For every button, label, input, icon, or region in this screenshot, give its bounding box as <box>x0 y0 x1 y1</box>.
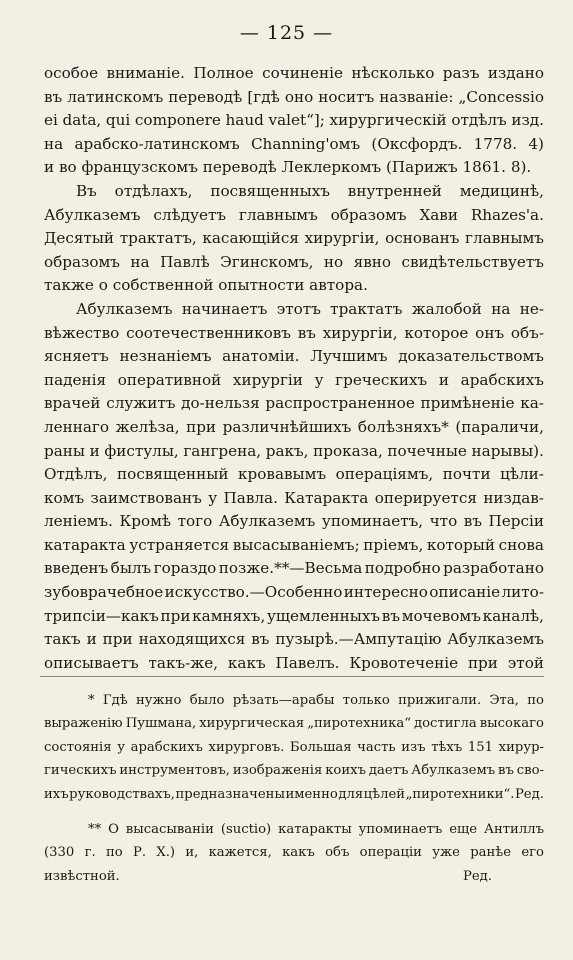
word: леннаго <box>44 417 110 436</box>
word: у <box>117 739 125 755</box>
word: Хави <box>419 205 458 224</box>
word: даетъ <box>368 763 409 779</box>
word: начинаетъ <box>181 299 268 318</box>
text-line <box>44 298 544 322</box>
word: еще <box>449 821 478 837</box>
word: до-нельзя <box>181 394 260 413</box>
word: латинскомъ <box>67 87 164 106</box>
word: „пиротехники“. <box>405 786 515 802</box>
word: и <box>438 370 449 389</box>
word: хирургіи, <box>304 229 380 248</box>
word: вниманіе. <box>106 64 185 82</box>
word: того <box>177 512 213 531</box>
word: при <box>160 606 191 625</box>
footnote-2 <box>44 818 544 888</box>
word: гораздо <box>153 559 217 578</box>
word: въ <box>463 512 482 531</box>
word: хирургическая <box>199 716 305 732</box>
word: нужно <box>136 693 182 708</box>
footnote-line <box>44 689 544 712</box>
word: коихъ <box>325 763 366 779</box>
word: Кромѣ <box>119 512 172 531</box>
word: Пушмана, <box>125 716 197 732</box>
word: (330 <box>44 845 75 861</box>
word: Абулказемъ <box>447 630 544 649</box>
footnote-line <box>44 783 544 806</box>
word: „пиротехника“ <box>307 716 411 732</box>
word: служитъ <box>106 394 176 413</box>
text-line <box>44 510 544 534</box>
word: Персіи <box>488 512 544 531</box>
word: явно <box>353 252 392 271</box>
text-line <box>44 463 544 487</box>
word: componere <box>134 111 221 130</box>
word: въ <box>251 630 270 649</box>
word: трипсіи—какъ <box>44 606 159 625</box>
word: раны <box>44 441 85 460</box>
word: и <box>89 441 100 460</box>
word: хирурговъ. <box>208 739 285 755</box>
word: ранѣе <box>470 845 512 861</box>
word: 4) <box>528 134 544 153</box>
text-line <box>44 581 544 605</box>
word: инструментовъ, <box>119 763 230 779</box>
word: нѣсколько <box>351 64 435 82</box>
word: лито- <box>501 583 544 602</box>
word: оперативной <box>117 370 222 389</box>
word: пузырѣ.—Ампутацію <box>275 630 442 649</box>
word: въ <box>498 763 514 779</box>
word: часть <box>357 739 396 755</box>
word: цѣли- <box>500 465 544 484</box>
word: болѣзняхъ* <box>357 417 449 436</box>
word: въ <box>297 323 316 342</box>
word: анатоміи. <box>222 347 300 366</box>
word: у <box>314 370 324 389</box>
word: разъ <box>442 64 480 82</box>
text-line <box>44 180 544 204</box>
word: valet“]; <box>268 111 325 130</box>
word: главнымъ <box>465 229 544 248</box>
word: издано <box>487 64 544 82</box>
word: Rhazes'а. <box>470 205 544 224</box>
word: искусство.—Особенно <box>164 583 343 602</box>
word: Десятый <box>44 229 115 248</box>
word: высокаго <box>479 716 544 732</box>
word: по <box>105 845 123 861</box>
word: введенъ <box>44 559 109 578</box>
word: такъ-же, <box>148 653 219 672</box>
text-line <box>44 369 544 393</box>
text-line <box>44 440 544 464</box>
word: образомъ <box>330 205 407 224</box>
word: (suctio) <box>220 821 272 837</box>
word: Кровотеченіе <box>349 653 459 672</box>
word: Абулказемъ <box>44 205 141 224</box>
word: Эгинскомъ, <box>220 252 314 271</box>
word: haud <box>225 111 264 130</box>
word: Павлѣ <box>160 252 210 271</box>
word: состоянія <box>44 739 112 755</box>
word: особое <box>44 64 99 82</box>
word: заимствованъ <box>90 488 202 507</box>
word: Абулказемъ <box>411 763 496 779</box>
text-line <box>44 62 544 86</box>
word: врачей <box>44 394 101 413</box>
word: доказательствомъ <box>398 347 544 366</box>
text-line <box>44 605 544 629</box>
word: цѣлей <box>363 786 406 802</box>
word: высасываніемъ; <box>232 535 360 554</box>
word: у <box>208 488 218 507</box>
word: сочиненіе <box>262 64 343 82</box>
word: позже.**—Весьма <box>218 559 363 578</box>
word: хирургіи <box>232 370 303 389</box>
word: 1778. <box>473 134 518 153</box>
word: хирур- <box>498 739 544 755</box>
word: кажется, <box>208 845 272 861</box>
word: что <box>429 512 458 531</box>
word: катаракта <box>44 535 126 554</box>
word: арабскихъ <box>130 739 203 755</box>
word: упоминаетъ <box>358 821 443 837</box>
word: достигла <box>414 716 477 732</box>
word: этотъ <box>276 299 321 318</box>
word: именно <box>285 786 338 802</box>
word: низдав- <box>483 488 544 507</box>
word: образомъ <box>44 252 120 271</box>
word: оперируется <box>374 488 477 507</box>
word: сво- <box>516 763 544 779</box>
word: ракъ, <box>265 441 309 460</box>
word: хирургическій <box>329 111 447 130</box>
word: фистулы, <box>104 441 179 460</box>
word: руководствахъ, <box>69 786 175 802</box>
word: почечные <box>387 441 467 460</box>
word: нарывы). <box>471 441 544 460</box>
text-line <box>44 534 544 558</box>
word: ущемленныхъ <box>267 606 381 625</box>
footnote-1 <box>44 689 544 806</box>
word: Полное <box>193 64 254 82</box>
word: (параличи, <box>455 417 544 436</box>
word: по <box>527 693 544 708</box>
word: незнаніемъ <box>119 347 212 366</box>
word: описаніе <box>429 583 501 602</box>
word: камняхъ, <box>192 606 266 625</box>
word: его <box>521 845 544 861</box>
word: посвященный <box>117 465 229 484</box>
word: каналѣ, <box>482 606 544 625</box>
footnote-divider <box>40 676 544 677</box>
text-line <box>44 487 544 511</box>
footnote-line <box>44 818 544 841</box>
word: и, <box>185 845 199 861</box>
footnote-line <box>44 736 544 759</box>
word: оно <box>284 87 314 106</box>
word: паденія <box>44 370 107 389</box>
word: носитъ <box>318 87 375 106</box>
word: * <box>88 693 95 708</box>
word: пріемъ, <box>363 535 424 554</box>
word: желѣза, <box>115 417 180 436</box>
word: Р. <box>132 845 147 861</box>
word: который <box>426 535 496 554</box>
word: Гдѣ <box>102 693 128 708</box>
word: отдѣлъ <box>451 111 507 130</box>
text-line <box>44 227 544 251</box>
text-line <box>44 322 544 346</box>
word: описываетъ <box>44 653 139 672</box>
word: Катаракта <box>284 488 369 507</box>
word: какъ <box>227 653 266 672</box>
word: гическихъ <box>44 763 117 779</box>
text-line <box>44 109 544 133</box>
word: qui <box>105 111 131 130</box>
word: на <box>130 252 150 271</box>
word: изд. <box>511 111 544 130</box>
word: при <box>102 630 133 649</box>
word: хирургіи, <box>322 323 398 342</box>
word: снова <box>498 535 544 554</box>
word: разработано <box>443 559 544 578</box>
word: прижигали. <box>398 693 482 708</box>
word: Большая <box>289 739 352 755</box>
word: жалобой <box>411 299 482 318</box>
word: data, <box>62 111 102 130</box>
word: различнѣйшихъ <box>222 417 352 436</box>
word: интересно <box>343 583 428 602</box>
word: касающійся <box>202 229 299 248</box>
word: кровавымъ <box>238 465 327 484</box>
word: Абулказемъ <box>218 512 316 531</box>
text-line <box>44 392 544 416</box>
word: переводѣ <box>168 87 243 106</box>
word: выраженію <box>44 716 123 732</box>
word: свидѣтельствуетъ <box>401 252 544 271</box>
word: объ <box>325 845 350 861</box>
word: ихъ <box>44 786 69 802</box>
word: 151 <box>467 739 494 755</box>
word: названіе: <box>379 87 454 106</box>
word: подробно <box>364 559 441 578</box>
word: такъ <box>44 630 81 649</box>
footnote-last-text: извѣстной. <box>44 868 120 884</box>
text-line <box>44 557 544 581</box>
text-line <box>44 628 544 652</box>
word: Павелъ. <box>275 653 340 672</box>
word: [гдѣ <box>247 87 280 106</box>
editor-signature: Ред. <box>463 868 492 884</box>
word: почти <box>442 465 491 484</box>
word: проказа, <box>313 441 383 460</box>
word: операціи <box>359 845 422 861</box>
word: на <box>44 134 64 153</box>
word: соотечественниковъ <box>126 323 291 342</box>
word: изъ <box>401 739 426 755</box>
text-line: также о собственной опытности автора. <box>44 276 368 295</box>
word: вѣжество <box>44 323 120 342</box>
word: Антиллъ <box>483 821 544 837</box>
word: ei <box>44 111 58 130</box>
word: „Concessio <box>458 87 544 106</box>
footnotes <box>44 689 544 888</box>
word: (Оксфордъ. <box>371 134 463 153</box>
word: Абулказемъ <box>76 299 173 318</box>
word: на <box>491 299 511 318</box>
text-line <box>44 652 544 676</box>
word: отдѣлахъ, <box>114 181 193 200</box>
word: было <box>189 693 225 708</box>
word: медицинѣ, <box>459 181 544 200</box>
word: г. <box>84 845 96 861</box>
word: комъ <box>44 488 85 507</box>
word: при <box>467 653 498 672</box>
word: Channing'омъ <box>250 134 361 153</box>
text-line: и во французскомъ переводѣ Леклеркомъ (Парижъ 1861. 8). <box>44 158 532 177</box>
text-line <box>44 416 544 440</box>
footnote-line <box>44 712 544 735</box>
word: Въ <box>76 181 97 200</box>
word: при <box>186 417 217 436</box>
page-number: — 125 — <box>239 22 334 44</box>
word: но <box>323 252 344 271</box>
word: изображенія <box>232 763 323 779</box>
word: высасываніи <box>125 821 214 837</box>
word: находящихся <box>138 630 246 649</box>
word: ясняетъ <box>44 347 109 366</box>
word: для <box>338 786 364 802</box>
word: трактатъ, <box>119 229 197 248</box>
word: Павла. <box>223 488 278 507</box>
main-text <box>44 62 544 675</box>
word: этой <box>507 653 544 672</box>
word: примѣненіе <box>420 394 515 413</box>
word: внутренней <box>347 181 442 200</box>
text-line <box>44 133 544 157</box>
word: уже <box>432 845 460 861</box>
word: арабскихъ <box>460 370 544 389</box>
word: Х.) <box>156 845 176 861</box>
word: не- <box>519 299 544 318</box>
footnote-line <box>44 841 544 864</box>
word: которое <box>404 323 469 342</box>
word: объ- <box>510 323 544 342</box>
word: арабско-латинскомъ <box>74 134 240 153</box>
word: въ <box>44 87 63 106</box>
word: гангрена, <box>183 441 262 460</box>
word: ** <box>88 821 102 837</box>
word: въ <box>381 606 400 625</box>
footnote-line <box>44 759 544 782</box>
word: посвященныхъ <box>210 181 330 200</box>
text-line <box>44 345 544 369</box>
text-line <box>44 251 544 275</box>
word: Отдѣлъ, <box>44 465 108 484</box>
word: Лучшимъ <box>310 347 388 366</box>
word: онъ <box>475 323 505 342</box>
word: операціямъ, <box>335 465 434 484</box>
word: рѣзать—арабы <box>232 693 335 708</box>
word: былъ <box>110 559 152 578</box>
word: Эта, <box>489 693 519 708</box>
word: ка- <box>520 394 544 413</box>
word: О <box>108 821 119 837</box>
word: только <box>342 693 390 708</box>
word: тѣхъ <box>431 739 463 755</box>
word: основанъ <box>385 229 460 248</box>
text-line <box>44 204 544 228</box>
word: греческихъ <box>335 370 428 389</box>
word: Ред. <box>514 786 544 802</box>
word: катаракты <box>278 821 352 837</box>
word: мочевомъ <box>401 606 481 625</box>
word: зубоврачебное <box>44 583 164 602</box>
word: трактатъ <box>330 299 403 318</box>
word: главнымъ <box>238 205 318 224</box>
word: устраняется <box>129 535 230 554</box>
word: предназначены <box>175 786 285 802</box>
word: леніемъ. <box>44 512 113 531</box>
footnote-line <box>44 865 544 888</box>
word: слѣдуетъ <box>153 205 227 224</box>
word: упоминаетъ, <box>321 512 424 531</box>
text-line <box>44 86 544 110</box>
word: какъ <box>282 845 315 861</box>
word: и <box>86 630 97 649</box>
word: распространенное <box>265 394 415 413</box>
